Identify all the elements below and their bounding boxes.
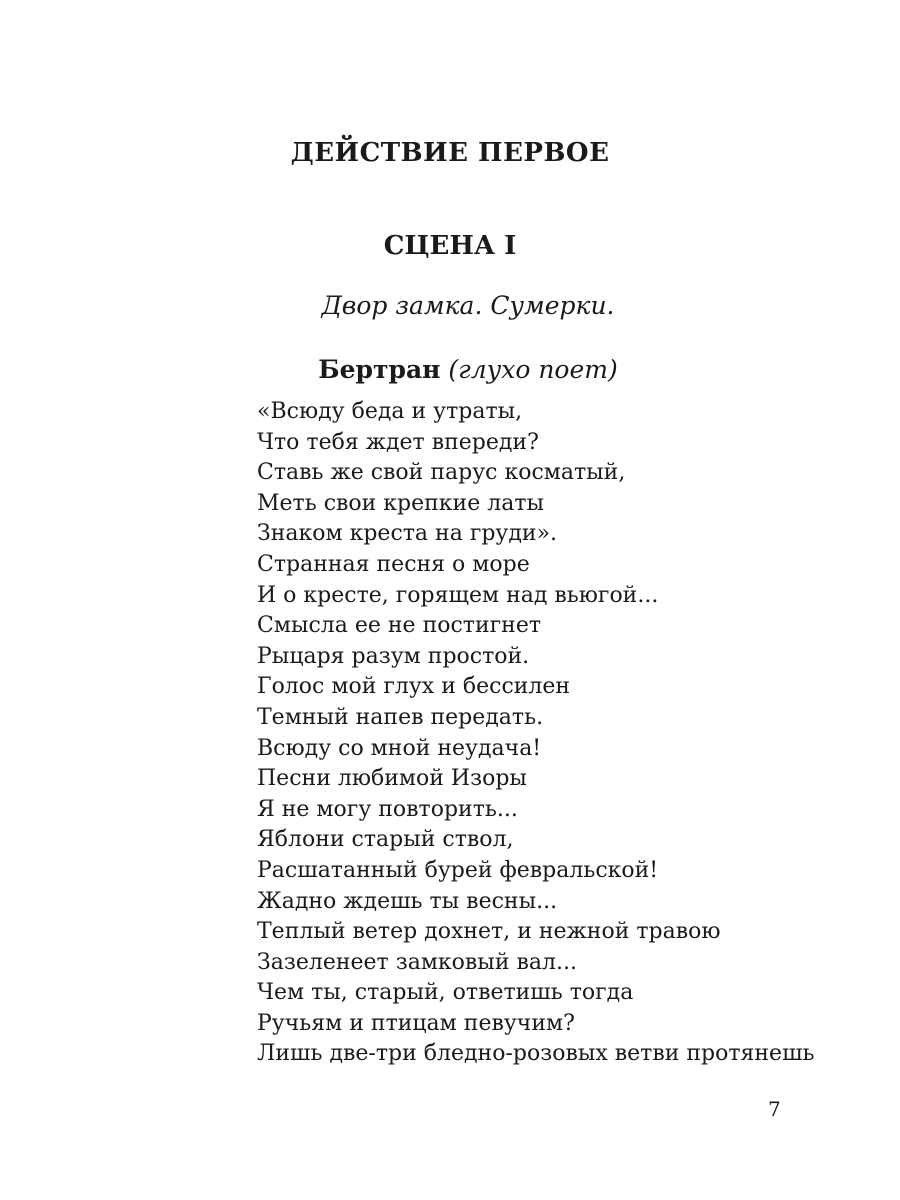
- act-title: ДЕЙСТВИЕ ПЕРВОЕ: [290, 138, 610, 168]
- verse-line: Ручьям и птицам певучим?: [257, 1010, 575, 1036]
- verse-line: Рыцаря разум простой.: [257, 643, 530, 669]
- verse-line: Меть свои крепкие латы: [257, 490, 545, 516]
- verse-line: Теплый ветер дохнет, и нежной травою: [257, 919, 721, 945]
- verse-line: Яблони старый ствол,: [257, 827, 514, 853]
- verse-line: Темный напев передать.: [257, 704, 544, 730]
- verse-line: Жадно ждешь ты весны...: [257, 888, 558, 914]
- page-number: 7: [768, 1097, 781, 1121]
- verse-line: Всюду со мной неудача!: [257, 735, 542, 761]
- stage-direction: Двор замка. Сумерки.: [321, 291, 615, 320]
- speaker-line: [0, 350, 900, 390]
- verse-line: Знаком креста на груди».: [257, 521, 558, 547]
- verse-line: Я не могу повторить...: [257, 796, 518, 822]
- speaker-note: (глухо поет): [448, 355, 618, 384]
- verse-line: Странная песня о море: [257, 551, 530, 577]
- verse-line: Ставь же свой парус косматый,: [257, 460, 626, 486]
- verse-line: Лишь две-три бледно-розовых ветви протянешь: [257, 1041, 815, 1067]
- verse-line: Песни любимой Изоры: [257, 766, 527, 792]
- verse-line: Что тебя ждет впереди?: [257, 429, 539, 455]
- verse-line: «Всюду беда и утраты,: [257, 399, 523, 424]
- verse-line: И о кресте, горящем над вьюгой...: [257, 582, 659, 608]
- verse-line: Расшатанный бурей февральской!: [257, 857, 659, 883]
- verse-line: Чем ты, старый, ответишь тогда: [257, 980, 634, 1006]
- verse-line: Смысла ее не постигнет: [257, 613, 542, 639]
- verse-block: [257, 397, 815, 1070]
- verse-line: Голос мой глух и бессилен: [257, 674, 571, 700]
- scene-title: СЦЕНА I: [383, 231, 517, 261]
- speaker-name: Бертран: [318, 355, 441, 384]
- verse-line: Зазеленеет замковый вал...: [257, 949, 577, 975]
